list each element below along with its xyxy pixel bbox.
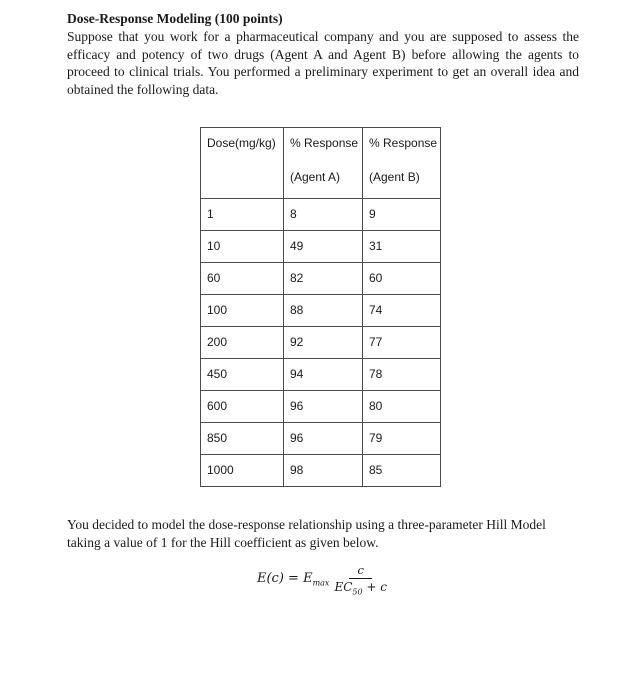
table-row (201, 199, 441, 231)
cell-dose: 100 (201, 295, 284, 327)
equation-denominator (334, 579, 387, 596)
cell-agent-b: 74 (363, 295, 441, 327)
header-agent-a (284, 128, 363, 199)
dose-response-table (200, 127, 441, 487)
cell-agent-b: 79 (363, 423, 441, 455)
table-row (201, 295, 441, 327)
table-row (201, 327, 441, 359)
cell-agent-b: 9 (363, 199, 441, 231)
cell-dose: 200 (201, 327, 284, 359)
equation-denominator-prefix: EC (334, 580, 353, 594)
cell-agent-a: 88 (284, 295, 363, 327)
table-header-row (201, 128, 441, 199)
header-agent-b (363, 128, 441, 199)
cell-agent-b: 78 (363, 359, 441, 391)
table-row (201, 359, 441, 391)
equation-denominator-subscript: 50 (352, 587, 363, 597)
cell-dose: 600 (201, 391, 284, 423)
cell-dose: 60 (201, 263, 284, 295)
equation-numerator: c (349, 563, 371, 579)
cell-dose: 10 (201, 231, 284, 263)
problem-intro-paragraph: Suppose that you work for a pharmaceutical company and you are supposed to assess the efficacy and potency of two drugs (Agent A and Agent B) before allowing the agents to proceed to clinical trials. You performed a preliminary experiment to get an overall idea and obtained the following data. (67, 29, 579, 97)
hill-equation (257, 563, 387, 596)
equation-fraction (334, 563, 387, 596)
cell-agent-b: 77 (363, 327, 441, 359)
header-agent-b-line1: % Response (369, 136, 438, 150)
cell-agent-a: 8 (284, 199, 363, 231)
header-agent-b-line2: (Agent B) (369, 170, 420, 184)
cell-dose: 1000 (201, 455, 284, 487)
cell-agent-a: 92 (284, 327, 363, 359)
header-agent-a-line1: % Response (290, 136, 359, 150)
equation-lhs-subscript: max (312, 578, 330, 588)
cell-dose: 850 (201, 423, 284, 455)
problem-heading: Dose-Response Modeling (100 points) (67, 11, 283, 26)
header-dose (201, 128, 284, 199)
table-row (201, 455, 441, 487)
cell-agent-b: 31 (363, 231, 441, 263)
cell-agent-a: 82 (284, 263, 363, 295)
cell-agent-a: 94 (284, 359, 363, 391)
table-row (201, 391, 441, 423)
equation-lhs (257, 571, 329, 588)
cell-agent-a: 96 (284, 391, 363, 423)
cell-agent-b: 60 (363, 263, 441, 295)
table-row (201, 423, 441, 455)
table-row (201, 263, 441, 295)
cell-agent-a: 96 (284, 423, 363, 455)
cell-agent-a: 49 (284, 231, 363, 263)
model-description: You decided to model the dose-response relationship using a three-parameter Hill Model taking a value of 1 for the Hill coefficient as given below. (67, 517, 546, 550)
header-agent-a-line2: (Agent A) (290, 170, 341, 184)
cell-agent-a: 98 (284, 455, 363, 487)
cell-agent-b: 80 (363, 391, 441, 423)
equation-lhs-text: E(c) = E (257, 571, 313, 587)
cell-dose: 1 (201, 199, 284, 231)
cell-agent-b: 85 (363, 455, 441, 487)
equation-denominator-suffix: + c (362, 580, 387, 594)
header-dose-line1: Dose(mg/kg) (207, 136, 276, 150)
cell-dose: 450 (201, 359, 284, 391)
table-row (201, 231, 441, 263)
